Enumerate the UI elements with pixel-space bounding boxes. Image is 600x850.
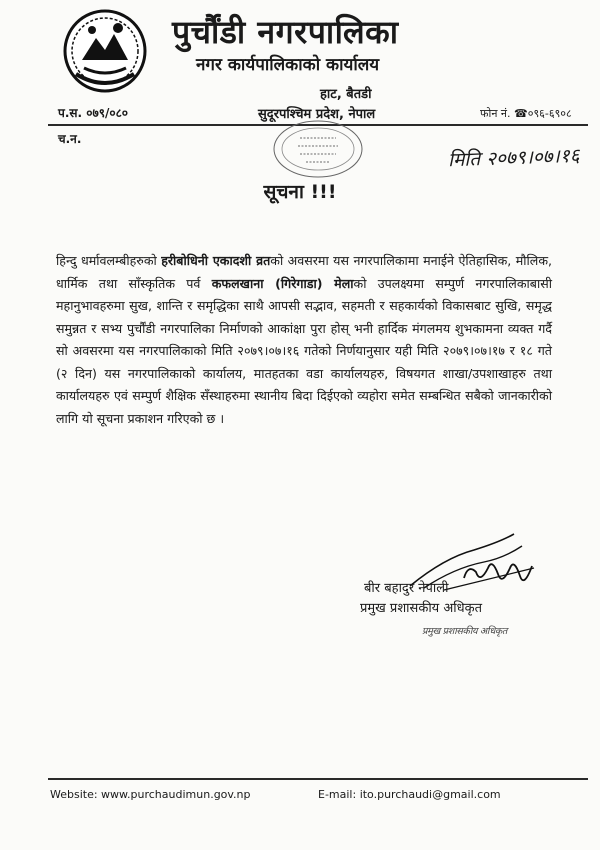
- notice-date: मिति २०७९।०७।१६: [447, 144, 580, 172]
- address-line-2: सुदूरपश्चिम प्रदेश, नेपाल: [258, 107, 376, 122]
- body-text-part3: को उपलक्ष्यमा सम्पुर्ण नगरपालिकाबासी महानुभावहरुमा सुख, शान्ति र समृद्धिका साथै आपसी सद्भाव, सहमती र सहकार्यको विकासबाट सुखि, समृद्ध समुन्नत र सभ्य पुर्चौंडी नगरपालिका निर्माणको आकांक्षा पुरा होस् भनी हार्दिक मंगलमय शुभकामना व्यक्त गर्दै सो अवसरमा यस नगरपालिकाको मिति २०७९।०७।१६ गतेको निर्णयानुसार यही मिति २०७९।०७।१७ र १८ गते (२ दिन) यस नगरपालिकाको कार्यालय, मातहतका वडा कार्यालयहरु, विषयगत शाखा/उपशाखाहरु तथा कार्यालयहरु एवं सम्पुर्ण शैक्षिक सँस्थाहरुमा स्थानीय बिदा दिईएको व्यहोरा समेत सम्बन्धित सबैको जानकारीको लागि यो सूचना प्रकाशन गरिएको छ ।: [56, 275, 553, 426]
- notice-body: [56, 250, 552, 430]
- office-name: नगर कार्यपालिकाको कार्यालय: [196, 55, 380, 75]
- org-name: पुर्चौंडी नगरपालिका: [172, 13, 399, 51]
- fair-name: कफलखाना (गिरेगाडा) मेला: [211, 275, 354, 291]
- municipality-emblem-icon: [62, 8, 148, 94]
- notice-title: सूचना !!!: [263, 181, 337, 203]
- website-link[interactable]: Website: www.purchaudimun.gov.np: [50, 788, 251, 801]
- signatory-name: बीर बहादुर नेपाली: [364, 581, 449, 596]
- phone-number: फोन नं. ☎०९६-६९०८: [480, 107, 572, 120]
- address-line-1: हाट, बैतडी: [320, 87, 372, 102]
- body-text-part1: हिन्दु धर्मावलम्बीहरुको: [56, 253, 162, 268]
- reference-number: प.स. ०७९/०८०: [58, 106, 129, 120]
- footer-divider: [48, 778, 588, 780]
- signatory-title: प्रमुख प्रशासकीय अधिकृत: [360, 601, 483, 616]
- email-link[interactable]: E-mail: ito.purchaudi@gmail.com: [318, 788, 501, 801]
- signature-stamp: प्रमुख प्रशासकीय अधिकृत: [422, 626, 507, 637]
- body-text-part2: को अवसरमा यस नगरपालिकामा मनाईने ऐतिहासिक, मौलिक, धार्मिक तथा साँस्कृतिक पर्व: [56, 253, 552, 291]
- dispatch-number: च.न.: [58, 132, 82, 146]
- office-stamp-icon: [270, 118, 366, 180]
- festival-name: हरीबोधिनी एकादशी व्रत: [161, 253, 271, 268]
